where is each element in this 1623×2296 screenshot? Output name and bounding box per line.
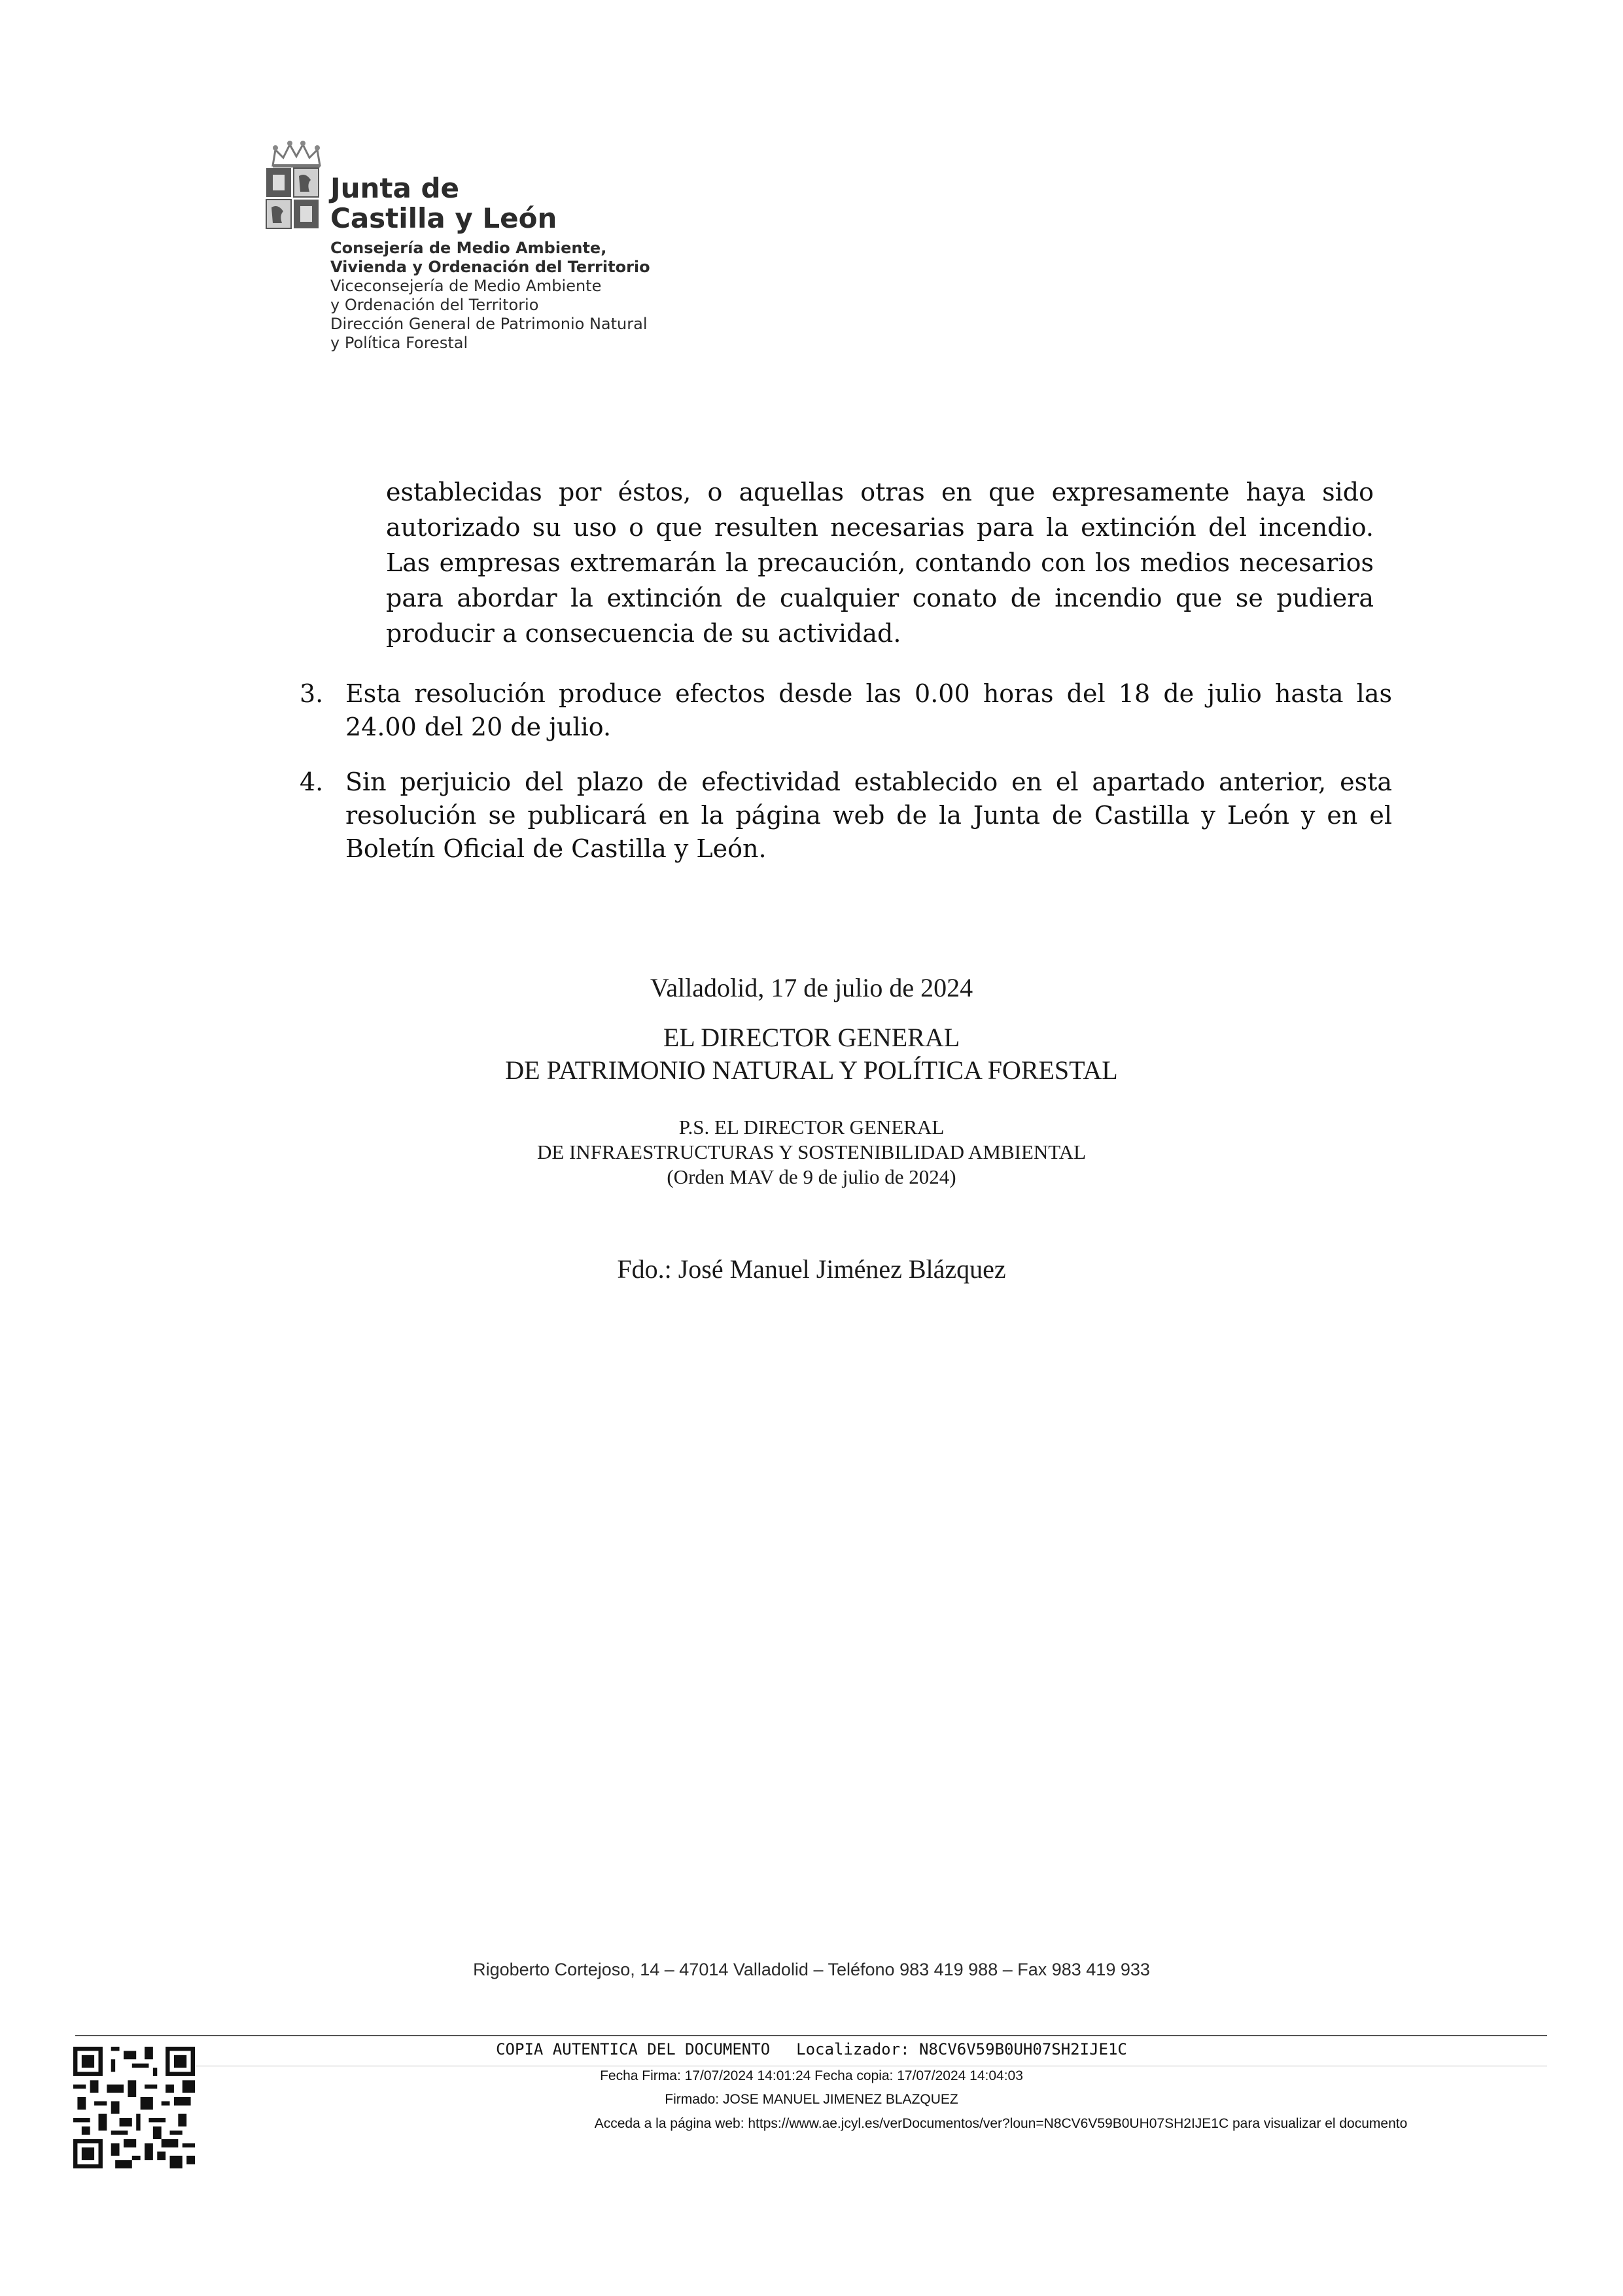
list-item-4 — [300, 766, 1399, 870]
consejeria-line2: Vivienda y Ordenación del Territorio — [330, 258, 650, 276]
continuation-paragraph: establecidas por éstos, o aquellas otras en que expresamente haya sido autorizado su uso o que resulten necesarias para la extinción del incendio. Las empresas extremarán la precaución, contando con los medios necesarios para abordar la extinción de cualquier conato de incendio que se pudiera producir a consecuencia de su actividad. — [386, 478, 1374, 648]
list-item-3 — [300, 677, 1399, 749]
viceconsejeria-line1: Viceconsejería de Medio Ambiente — [330, 277, 602, 295]
signature-title-line1: EL DIRECTOR GENERAL — [663, 1023, 960, 1052]
signature-date: Valladolid, 17 de julio de 2024 — [650, 973, 973, 1002]
crown-icon — [270, 141, 323, 168]
authentic-copy-header — [0, 2040, 1623, 2058]
org-name-line1: Junta de — [330, 172, 460, 204]
substitute-line3: (Orden MAV de 9 de julio de 2024) — [667, 1165, 956, 1188]
direccion-line2: y Política Forestal — [330, 334, 468, 352]
qr-code-icon — [73, 2047, 195, 2168]
signed-by: Fdo.: José Manuel Jiménez Blázquez — [617, 1254, 1006, 1284]
signature-title-line2: DE PATRIMONIO NATURAL Y POLÍTICA FORESTAL — [505, 1055, 1118, 1085]
list-text: Sin perjuicio del plazo de efectividad establecido en el apartado anterior, esta resolución se publicará en la página web de la Junta de Castilla y León y en el Boletín Oficial de Castilla y León. — [345, 768, 1392, 863]
substitute-line1: P.S. EL DIRECTOR GENERAL — [678, 1116, 945, 1139]
signed-by-line: Firmado: JOSE MANUEL JIMENEZ BLAZQUEZ — [665, 2092, 958, 2107]
locator: Localizador: N8CV6V59B0UH07SH2IJE1C — [796, 2040, 1127, 2058]
list-text: Esta resolución produce efectos desde las 0.00 horas del 18 de julio hasta las 24.00 del 20 de julio. — [345, 679, 1392, 741]
substitute-line2: DE INFRAESTRUCTURAS Y SOSTENIBILIDAD AMBIENTAL — [536, 1140, 1087, 1163]
divider — [75, 2035, 1547, 2036]
footer-address: Rigoberto Cortejoso, 14 – 47014 Valladolid – Teléfono 983 419 988 – Fax 983 419 933 — [473, 1960, 1150, 1979]
authentic-copy-label: COPIA AUTENTICA DEL DOCUMENTO — [496, 2040, 771, 2058]
consejeria-line1: Consejería de Medio Ambiente, — [330, 239, 607, 257]
signature-dates: Fecha Firma: 17/07/2024 14:01:24 Fecha copia: 17/07/2024 14:04:03 — [600, 2068, 1023, 2083]
org-name-line2: Castilla y León — [330, 202, 557, 234]
viceconsejeria-line2: y Ordenación del Territorio — [330, 296, 539, 314]
list-number: 3. — [300, 679, 324, 708]
list-number: 4. — [300, 768, 324, 796]
direccion-line1: Dirección General de Patrimonio Natural — [330, 315, 648, 333]
verification-link[interactable]: Acceda a la página web: https://www.ae.jcyl.es/verDocumentos/ver?loun=N8CV6V59B0UH07SH2IJE1C para visualizar el documento — [594, 2116, 1408, 2131]
department-lines — [330, 239, 749, 353]
institution-header — [265, 134, 723, 383]
coat-of-arms-icon — [265, 167, 321, 232]
